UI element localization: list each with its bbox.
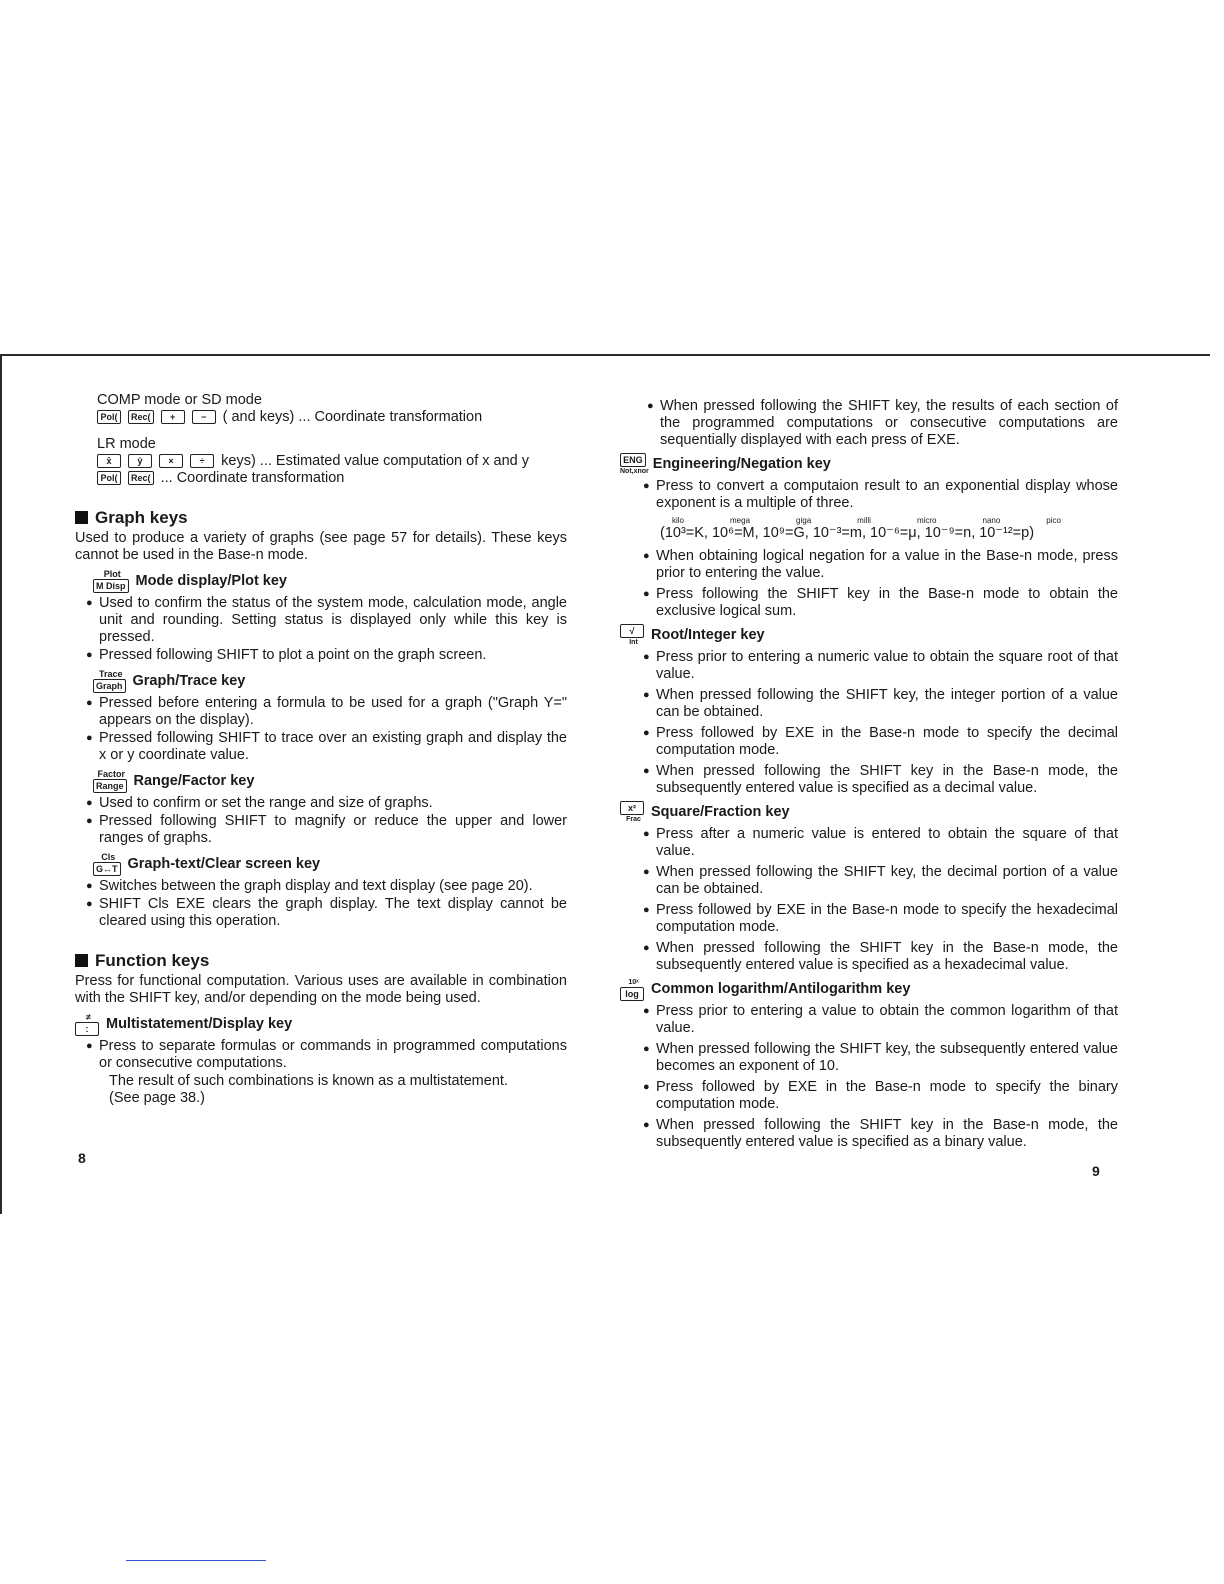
list-item: ● Press to separate formulas or commands in programmed computations or consecutive computations.	[99, 1038, 567, 1072]
si-prefixes: (10³=K, 10⁶=M, 10⁹=G, 10⁻³=m, 10⁻⁶=μ, 10⁻⁹=n, 10⁻¹²=p)	[660, 525, 1035, 541]
range-key-icon: Range	[93, 779, 127, 793]
lr-keys-line	[75, 453, 567, 470]
list-item: ● When obtaining logical negation for a value in the Base-n mode, press prior to entering the value.	[656, 548, 1118, 582]
graph-bullets	[75, 695, 567, 764]
list-item: ● Press followed by EXE in the Base-n mode to specify the binary computation mode.	[656, 1079, 1118, 1113]
comp-keys-text: ( and keys) ... Coordinate transformation	[222, 409, 483, 425]
eng-heading: ENG Not,xnor Engineering/Negation key	[620, 455, 831, 475]
gt-bullets	[75, 878, 567, 930]
list-item: ● Used to confirm the status of the system mode, calculation mode, angle unit and rounding. Setting status is displayed only while this key is pressed.	[99, 595, 567, 646]
list-item: ● When pressed following the SHIFT key in the Base-n mode, the subsequently entered value is specified as a decimal value.	[656, 763, 1118, 797]
multiply-key: ×	[159, 454, 183, 468]
minus-key: −	[192, 410, 216, 424]
list-item: ● Switches between the graph display and text display (see page 20).	[99, 878, 567, 895]
top-bullets	[620, 398, 1118, 449]
section-square-icon	[75, 511, 88, 524]
pol-key-2: Pol(	[97, 471, 121, 485]
left-spine	[0, 354, 2, 1214]
list-item: ● Press followed by EXE in the Base-n mode to specify the decimal computation mode.	[656, 725, 1118, 759]
list-item: ● Press prior to entering a value to obtain the common logarithm of that value.	[656, 1003, 1118, 1037]
mdisp-bullets	[75, 595, 567, 664]
graph-text-heading: Cls G↔T Graph-text/Clear screen key	[75, 853, 567, 876]
range-bullets	[75, 795, 567, 847]
function-intro: Press for functional computation. Various uses are available in combination with the SHIFT key, and/or depending on the mode being used.	[75, 973, 567, 1006]
list-item: ● SHIFT Cls EXE clears the graph display. The text display cannot be cleared using this operation.	[99, 896, 567, 930]
x-hat-key: x̂	[97, 454, 121, 468]
pol-key: Pol(	[97, 410, 121, 424]
multi-bullets	[75, 1038, 567, 1072]
list-item: ● When pressed following the SHIFT key, the subsequently entered value becomes an exponent of 10.	[656, 1041, 1118, 1075]
range-factor-heading: Factor Range Range/Factor key	[75, 770, 567, 793]
multi-extra-2: (See page 38.)	[109, 1090, 205, 1106]
rec-key-2: Rec(	[128, 471, 154, 485]
bottom-rule	[126, 1560, 266, 1561]
plus-key: +	[161, 410, 185, 424]
root-heading: √ Int Root/Integer key	[620, 624, 1118, 647]
comp-keys-line	[75, 409, 567, 426]
graph-trace-heading: Trace Graph Graph/Trace key	[75, 670, 567, 693]
log-bullets	[620, 1003, 1118, 1151]
list-item: ● Press following the SHIFT key in the Base-n mode to obtain the exclusive logical sum.	[656, 586, 1118, 620]
lr-mode-title: LR mode	[97, 436, 156, 452]
eng-bullets-1	[620, 478, 1118, 512]
page-number-right: 9	[1092, 1163, 1100, 1179]
y-hat-key: ŷ	[128, 454, 152, 468]
right-page	[620, 398, 1118, 1155]
list-item: ● When pressed following the SHIFT key, the decimal portion of a value can be obtained.	[656, 864, 1118, 898]
list-item: ● Used to confirm or set the range and size of graphs.	[99, 795, 567, 812]
list-item: ● When pressed following the SHIFT key, the results of each section of the programmed computations or consecutive computations are sequentially displayed with each press of EXE.	[660, 398, 1118, 449]
log-heading: 10ˣ log Common logarithm/Antilogarithm key	[620, 978, 1118, 1001]
comp-mode-title: COMP mode or SD mode	[97, 392, 262, 408]
multistatement-heading: ≠ : Multistatement/Display key	[75, 1013, 567, 1036]
left-page	[75, 392, 567, 1107]
graph-intro: Used to produce a variety of graphs (see page 57 for details). These keys cannot be used in the Base-n mode.	[75, 530, 567, 563]
square-key-icon: x²	[620, 801, 644, 815]
root-bullets	[620, 649, 1118, 797]
page-number-left: 8	[78, 1150, 86, 1166]
square-heading: x² Frac Square/Fraction key	[620, 801, 1118, 824]
top-rule	[0, 354, 1210, 356]
colon-key-icon: :	[75, 1022, 99, 1036]
lr-keys2-line	[75, 470, 567, 487]
prefix-names: kilo mega giga milli micro nano pico	[672, 516, 1061, 525]
list-item: ● Pressed following SHIFT to plot a point on the graph screen.	[99, 647, 567, 664]
rec-key: Rec(	[128, 410, 154, 424]
list-item: ● Press prior to entering a numeric value to obtain the square root of that value.	[656, 649, 1118, 683]
divide-key: ÷	[190, 454, 214, 468]
list-item: ● When pressed following the SHIFT key in the Base-n mode, the subsequently entered value is specified as a binary value.	[656, 1117, 1118, 1151]
mdisp-heading: Plot M Disp Mode display/Plot key	[75, 570, 567, 593]
list-item: ● Pressed following SHIFT to magnify or reduce the upper and lower ranges of graphs.	[99, 813, 567, 847]
section-square-icon	[75, 954, 88, 967]
list-item: ● Press followed by EXE in the Base-n mode to specify the hexadecimal computation mode.	[656, 902, 1118, 936]
eng-bullets-2	[620, 548, 1118, 620]
square-bullets	[620, 826, 1118, 974]
lr-keys-text: keys) ... Estimated value computation of x and y	[221, 453, 529, 469]
list-item: ● Press to convert a computaion result to an exponential display whose exponent is a multiple of three.	[656, 478, 1118, 512]
lr-keys2-text: ... Coordinate transformation	[160, 470, 345, 486]
mdisp-key-icon: M Disp	[93, 579, 129, 593]
function-keys-heading: Function keys	[75, 952, 567, 969]
graph-keys-heading: Graph keys	[75, 509, 567, 526]
list-item: ● Press after a numeric value is entered to obtain the square of that value.	[656, 826, 1118, 860]
list-item: ● Pressed before entering a formula to be used for a graph ("Graph Y=" appears on the display).	[99, 695, 567, 729]
multi-extra-1: The result of such combinations is known as a multistatement.	[109, 1073, 508, 1089]
gt-key-icon: G↔T	[93, 862, 121, 876]
list-item: ● When pressed following the SHIFT key, the integer portion of a value can be obtained.	[656, 687, 1118, 721]
list-item: ● When pressed following the SHIFT key in the Base-n mode, the subsequently entered value is specified as a hexadecimal value.	[656, 940, 1118, 974]
root-key-icon: √	[620, 624, 644, 638]
graph-key-icon: Graph	[93, 679, 126, 693]
eng-key-icon: ENG	[620, 453, 646, 467]
list-item: ● Pressed following SHIFT to trace over an existing graph and display the x or y coordinate value.	[99, 730, 567, 764]
log-key-icon: log	[620, 987, 644, 1001]
